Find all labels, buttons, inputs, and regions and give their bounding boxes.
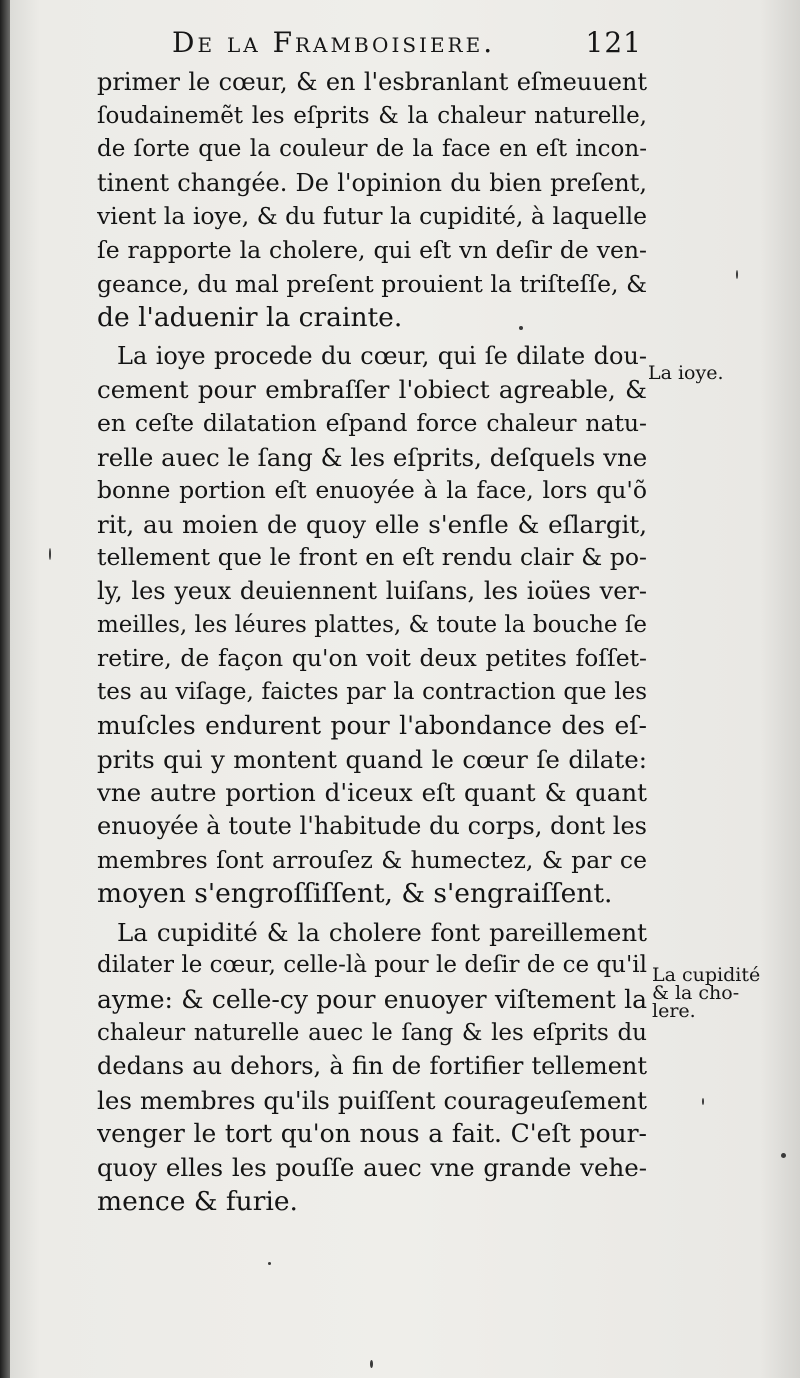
paper-speck bbox=[268, 1262, 271, 1265]
text-line: ayme: & celle-cy pour enuoyer viſtement la bbox=[97, 985, 647, 1015]
text-line: chaleur naturelle auec le ſang & les eſprits du bbox=[97, 1019, 647, 1046]
text-line: membres ſont arrouſez & humectez, & par ce bbox=[97, 845, 647, 874]
text-line: bonne portion eſt enuoyée à la face, lors qu'õ bbox=[97, 476, 647, 505]
text-line: meilles, les léures plattes, & toute la bouche ſe bbox=[97, 611, 647, 638]
text-line: enuoyée à toute l'habitude du corps, dont les bbox=[97, 812, 647, 841]
text-line: ly, les yeux deuiennent luiſans, les ioües ver- bbox=[97, 576, 647, 605]
paper-speck bbox=[702, 1098, 704, 1105]
paragraph-first-line: La cupidité & la cholere font pareillement bbox=[117, 917, 647, 947]
text-line: moyen s'engroſſiſſent, & s'engraiſſent. bbox=[97, 878, 613, 910]
text-line: relle auec le ſang & les eſprits, deſquels vne bbox=[97, 442, 647, 472]
text-line: ſe rapporte la cholere, qui eſt vn deſir de ven- bbox=[97, 235, 647, 264]
text-line: cement pour embraſſer l'obiect agreable, & bbox=[97, 375, 647, 405]
paper-speck bbox=[49, 548, 51, 560]
text-line: dedans au dehors, à fin de fortifier tellement bbox=[97, 1052, 647, 1081]
margin-note-la-cupidite bbox=[652, 966, 760, 1020]
page-number: 121 bbox=[585, 26, 642, 59]
text-line: vne autre portion d'iceux eſt quant & quant bbox=[97, 778, 647, 808]
text-line: prits qui y montent quand le cœur ſe dilate: bbox=[97, 744, 647, 774]
paper-speck bbox=[519, 326, 523, 330]
running-title: De la Framboisiere. bbox=[172, 26, 496, 59]
paper-speck bbox=[370, 1360, 373, 1368]
text-line: ſoudainemẽt les eſprits & la chaleur naturelle, bbox=[97, 102, 647, 129]
text-line: rit, au moien de quoy elle s'enfle & eſlargit, bbox=[97, 509, 647, 539]
text-line: en ceſte dilatation eſpand force chaleur natu- bbox=[97, 408, 647, 437]
page-gutter bbox=[0, 0, 10, 1378]
text-line: tinent changée. De l'opinion du bien preſent, bbox=[97, 168, 647, 197]
margin-note-line: & la cho- bbox=[652, 982, 740, 1004]
paper-speck bbox=[736, 270, 738, 279]
page-header bbox=[172, 26, 642, 66]
text-line: tes au viſage, faictes par la contraction que les bbox=[97, 678, 647, 705]
text-line: retire, de façon qu'on voit deux petites foſſet- bbox=[97, 644, 647, 673]
text-line: quoy elles les pouſſe auec vne grande vehe- bbox=[97, 1153, 647, 1182]
paper-speck bbox=[781, 1153, 786, 1158]
text-line: vient la ioye, & du futur la cupidité, à laquelle bbox=[97, 202, 647, 231]
margin-note-la-ioye: La ioye. bbox=[648, 362, 724, 384]
text-line: les membres qu'ils puiſſent courageuſement bbox=[97, 1085, 647, 1115]
text-line: mence & furie. bbox=[97, 1185, 298, 1217]
margin-note-line: La cupidité bbox=[652, 964, 761, 986]
text-line: de ſorte que la couleur de la face en eſt incon- bbox=[97, 136, 647, 163]
paragraph-first-line: La ioye procede du cœur, qui ſe dilate dou- bbox=[117, 341, 647, 370]
text-line: muſcles endurent pour l'abondance des eſ- bbox=[97, 711, 647, 741]
text-line: venger le tort qu'on nous a fait. C'eſt pour- bbox=[97, 1119, 647, 1149]
text-line: dilater le cœur, celle-là pour le deſir de ce qu'il bbox=[97, 952, 647, 979]
margin-note-line: lere. bbox=[652, 1000, 696, 1022]
text-line: tellement que le front en eſt rendu clair & po- bbox=[97, 543, 647, 572]
text-line: de l'aduenir la crainte. bbox=[97, 302, 403, 334]
text-line: primer le cœur, & en l'esbranlant eſmeuuent bbox=[97, 68, 647, 96]
text-line: geance, du mal preſent prouient la triſteſſe, & bbox=[97, 269, 647, 298]
body-text bbox=[97, 66, 647, 1218]
